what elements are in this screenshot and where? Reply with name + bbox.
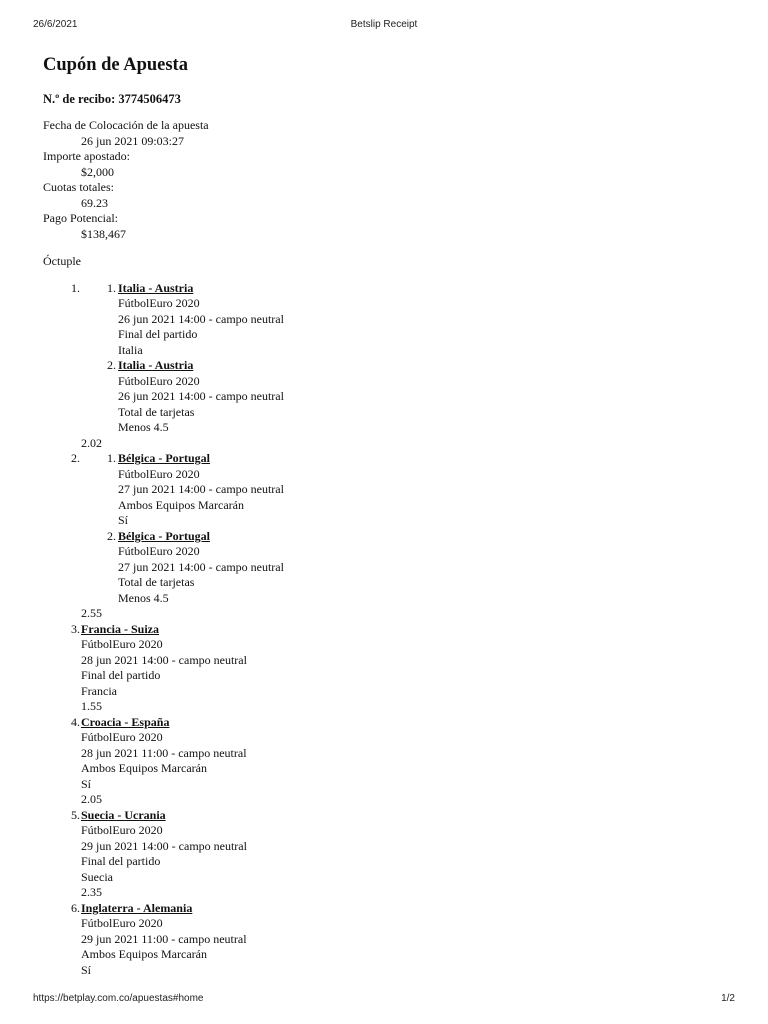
pick: Italia: [118, 342, 143, 357]
bet-type: Óctuple: [43, 254, 81, 268]
competition: FútbolEuro 2020: [118, 466, 200, 481]
market: Final del partido: [118, 327, 198, 341]
pick: Sí: [81, 962, 92, 977]
market: Ambos Equipos Marcarán: [81, 947, 207, 961]
selection-number: 3.: [71, 621, 80, 636]
match-link[interactable]: Bélgica - Portugal: [118, 528, 210, 543]
competition: FútbolEuro 2020: [81, 730, 163, 744]
selection-number: 2.: [107, 358, 116, 372]
total-odds-label: Cuotas totales:: [43, 180, 114, 194]
receipt-content: [43, 53, 733, 978]
selection-item: [43, 901, 733, 979]
total-odds-value: 69.23: [81, 195, 108, 210]
print-date: 26/6/2021: [33, 19, 78, 30]
match-link[interactable]: Francia - Suiza: [81, 621, 159, 636]
match-link[interactable]: Italia - Austria: [118, 280, 194, 295]
selection-number: 5.: [71, 807, 80, 822]
selection-number: 4.: [71, 714, 80, 729]
selection-item: [43, 281, 733, 359]
selection-item: [43, 358, 733, 436]
selection-item: [43, 808, 733, 901]
match-datetime: 26 jun 2021 14:00 - campo neutral: [118, 389, 284, 403]
page-title: Cupón de Apuesta: [43, 55, 188, 75]
print-title: Betslip Receipt: [350, 19, 418, 30]
pick: Sí: [81, 776, 92, 791]
match-datetime: 29 jun 2021 14:00 - campo neutral: [81, 838, 247, 853]
selection-group: [43, 451, 733, 622]
market: Ambos Equipos Marcarán: [81, 761, 207, 775]
payout-label: Pago Potencial:: [43, 211, 118, 225]
market: Final del partido: [81, 668, 161, 682]
placed-label: Fecha de Colocación de la apuesta: [43, 118, 209, 132]
print-url: https://betplay.com.co/apuestas#home: [33, 993, 204, 1004]
match-link[interactable]: Italia - Austria: [118, 358, 194, 372]
match-datetime: 27 jun 2021 14:00 - campo neutral: [118, 559, 284, 574]
group-number: 1.: [71, 280, 80, 295]
bet-summary: [43, 118, 733, 242]
competition: FútbolEuro 2020: [118, 544, 200, 558]
selection-item: [43, 622, 733, 715]
payout-value: $138,467: [81, 226, 126, 241]
pick: Suecia: [81, 869, 113, 884]
selection-odds: 2.05: [81, 792, 102, 806]
pick: Menos 4.5: [118, 590, 169, 605]
match-datetime: 28 jun 2021 11:00 - campo neutral: [81, 745, 247, 760]
match-datetime: 29 jun 2021 11:00 - campo neutral: [81, 931, 247, 946]
match-datetime: 27 jun 2021 14:00 - campo neutral: [118, 482, 284, 496]
match-link[interactable]: Croacia - España: [81, 714, 170, 729]
stake-value: $2,000: [81, 164, 114, 179]
competition: FútbolEuro 2020: [81, 916, 163, 930]
selections-list: [43, 281, 733, 979]
pick: Menos 4.5: [118, 420, 169, 434]
group-odds: 2.02: [81, 435, 102, 450]
market: Ambos Equipos Marcarán: [118, 497, 244, 512]
stake-label: Importe apostado:: [43, 149, 130, 163]
competition: FútbolEuro 2020: [81, 823, 163, 837]
match-link[interactable]: Bélgica - Portugal: [118, 451, 210, 465]
match-link[interactable]: Suecia - Ucrania: [81, 807, 166, 822]
competition: FútbolEuro 2020: [81, 637, 163, 651]
placed-value: 26 jun 2021 09:03:27: [81, 133, 185, 148]
group-odds: 2.55: [81, 606, 102, 620]
selection-number: 6.: [71, 900, 80, 915]
selection-group: [43, 281, 733, 452]
market: Total de tarjetas: [118, 404, 195, 419]
competition: FútbolEuro 2020: [118, 373, 200, 388]
match-datetime: 28 jun 2021 14:00 - campo neutral: [81, 652, 247, 667]
match-datetime: 26 jun 2021 14:00 - campo neutral: [118, 311, 284, 326]
market: Final del partido: [81, 854, 161, 868]
pick: Francia: [81, 683, 117, 698]
match-link[interactable]: Inglaterra - Alemania: [81, 900, 193, 915]
selection-item: [43, 715, 733, 808]
page-number: 1/2: [721, 993, 735, 1004]
receipt-number: N.º de recibo: 3774506473: [43, 92, 181, 106]
selection-item: [43, 529, 733, 607]
selection-odds: 2.35: [81, 885, 102, 899]
selection-number: 1.: [107, 280, 116, 295]
pick: Sí: [118, 513, 129, 527]
selection-item: [43, 451, 733, 529]
selection-number: 1.: [107, 451, 116, 465]
selection-odds: 1.55: [81, 699, 102, 713]
competition: FútbolEuro 2020: [118, 296, 200, 310]
market: Total de tarjetas: [118, 575, 195, 589]
selection-number: 2.: [107, 528, 116, 543]
group-number: 2.: [71, 451, 80, 465]
